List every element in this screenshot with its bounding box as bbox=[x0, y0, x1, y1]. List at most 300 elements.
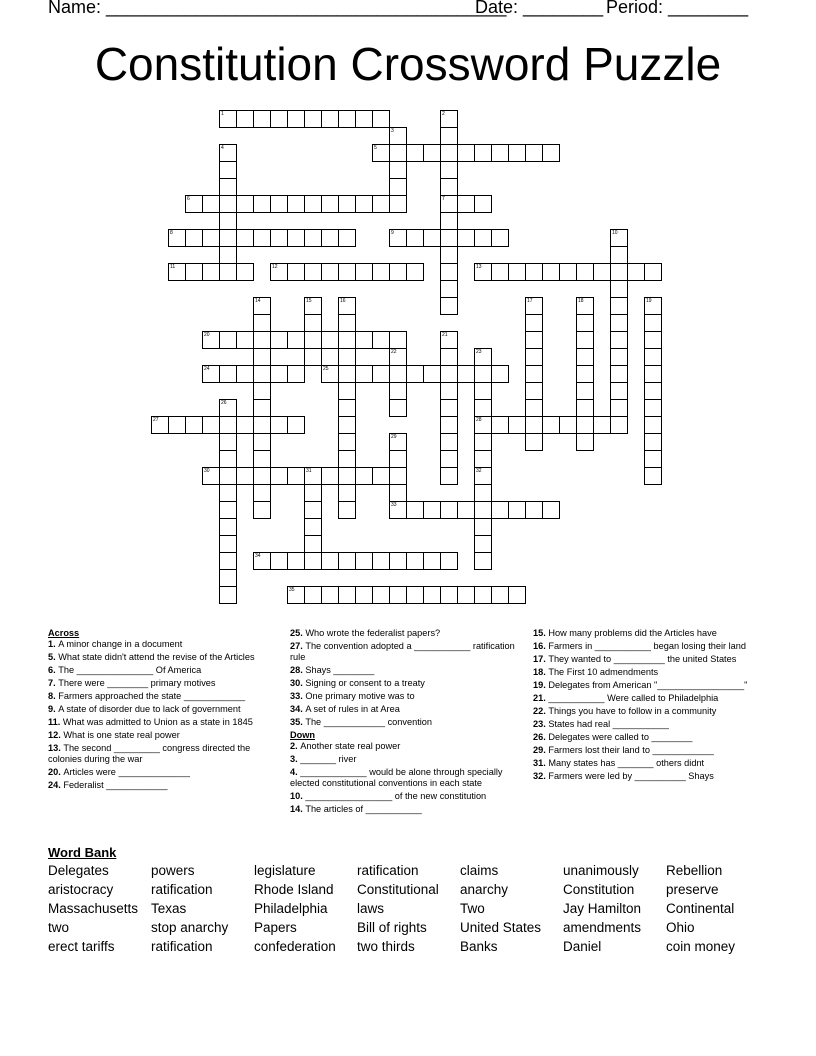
crossword-cell[interactable] bbox=[202, 365, 220, 383]
crossword-cell[interactable] bbox=[576, 348, 594, 366]
crossword-cell[interactable] bbox=[593, 416, 611, 434]
crossword-cell[interactable] bbox=[389, 348, 407, 366]
crossword-cell[interactable] bbox=[610, 416, 628, 434]
crossword-cell[interactable] bbox=[202, 229, 220, 247]
crossword-cell[interactable] bbox=[474, 535, 492, 553]
crossword-cell[interactable] bbox=[185, 195, 203, 213]
crossword-cell[interactable] bbox=[236, 110, 254, 128]
crossword-cell[interactable] bbox=[610, 331, 628, 349]
crossword-cell[interactable] bbox=[644, 450, 662, 468]
crossword-cell[interactable] bbox=[474, 229, 492, 247]
crossword-cell[interactable] bbox=[440, 450, 458, 468]
crossword-cell[interactable] bbox=[440, 382, 458, 400]
crossword-cell[interactable] bbox=[202, 195, 220, 213]
crossword-cell[interactable] bbox=[219, 331, 237, 349]
crossword-cell[interactable] bbox=[542, 416, 560, 434]
crossword-cell[interactable] bbox=[253, 484, 271, 502]
crossword-cell[interactable] bbox=[253, 195, 271, 213]
crossword-cell[interactable] bbox=[287, 110, 305, 128]
crossword-cell[interactable] bbox=[491, 501, 509, 519]
crossword-cell[interactable] bbox=[576, 263, 594, 281]
crossword-cell[interactable] bbox=[389, 399, 407, 417]
crossword-cell[interactable] bbox=[304, 195, 322, 213]
crossword-cell[interactable] bbox=[253, 382, 271, 400]
crossword-cell[interactable] bbox=[270, 195, 288, 213]
crossword-cell[interactable] bbox=[185, 263, 203, 281]
crossword-cell[interactable] bbox=[338, 416, 356, 434]
clue-item-number: 1. bbox=[48, 639, 59, 649]
crossword-cell[interactable] bbox=[525, 382, 543, 400]
crossword-cell[interactable] bbox=[440, 195, 458, 213]
crossword-cell[interactable] bbox=[525, 365, 543, 383]
crossword-cell[interactable] bbox=[219, 518, 237, 536]
crossword-cell[interactable] bbox=[219, 246, 237, 264]
crossword-cell[interactable] bbox=[457, 365, 475, 383]
crossword-cell[interactable] bbox=[321, 467, 339, 485]
crossword-cell[interactable] bbox=[423, 586, 441, 604]
crossword-cell[interactable] bbox=[355, 331, 373, 349]
crossword-cell[interactable] bbox=[525, 433, 543, 451]
crossword-cell[interactable] bbox=[372, 195, 390, 213]
crossword-cell[interactable] bbox=[644, 314, 662, 332]
crossword-cell[interactable] bbox=[304, 331, 322, 349]
crossword-cell[interactable] bbox=[321, 552, 339, 570]
crossword-cell[interactable] bbox=[338, 314, 356, 332]
crossword-cell[interactable] bbox=[287, 365, 305, 383]
crossword-cell[interactable] bbox=[440, 433, 458, 451]
crossword-cell[interactable] bbox=[610, 348, 628, 366]
crossword-cell[interactable] bbox=[219, 416, 237, 434]
crossword-cell[interactable] bbox=[338, 382, 356, 400]
crossword-cell[interactable] bbox=[219, 263, 237, 281]
crossword-cell[interactable] bbox=[423, 365, 441, 383]
crossword-cell[interactable] bbox=[304, 586, 322, 604]
crossword-cell[interactable] bbox=[219, 178, 237, 196]
crossword-cell[interactable] bbox=[304, 535, 322, 553]
crossword-cell[interactable] bbox=[508, 263, 526, 281]
crossword-cell[interactable] bbox=[219, 144, 237, 162]
crossword-cell[interactable] bbox=[389, 433, 407, 451]
crossword-cell[interactable] bbox=[610, 382, 628, 400]
crossword-cell[interactable] bbox=[304, 297, 322, 315]
crossword-cell[interactable] bbox=[406, 586, 424, 604]
crossword-cell[interactable] bbox=[542, 263, 560, 281]
crossword-cell[interactable] bbox=[219, 229, 237, 247]
crossword-cell[interactable] bbox=[389, 382, 407, 400]
crossword-cell[interactable] bbox=[474, 382, 492, 400]
crossword-cell[interactable] bbox=[576, 416, 594, 434]
crossword-cell[interactable] bbox=[576, 399, 594, 417]
crossword-cell[interactable] bbox=[338, 297, 356, 315]
crossword-cell[interactable] bbox=[151, 416, 169, 434]
crossword-cell[interactable] bbox=[576, 433, 594, 451]
crossword-cell[interactable] bbox=[457, 229, 475, 247]
crossword-cell[interactable] bbox=[559, 263, 577, 281]
crossword-cell[interactable] bbox=[372, 263, 390, 281]
crossword-cell[interactable] bbox=[457, 144, 475, 162]
crossword-cell[interactable] bbox=[491, 586, 509, 604]
crossword-cell[interactable] bbox=[440, 229, 458, 247]
crossword-cell[interactable] bbox=[338, 110, 356, 128]
crossword-cell[interactable] bbox=[372, 552, 390, 570]
crossword-cell[interactable] bbox=[491, 144, 509, 162]
crossword-cell[interactable] bbox=[253, 467, 271, 485]
crossword-cell[interactable] bbox=[474, 484, 492, 502]
crossword-cell[interactable] bbox=[202, 467, 220, 485]
crossword-cell[interactable] bbox=[270, 229, 288, 247]
crossword-cell[interactable] bbox=[440, 110, 458, 128]
crossword-cell[interactable] bbox=[270, 263, 288, 281]
crossword-cell[interactable] bbox=[644, 331, 662, 349]
crossword-cell[interactable] bbox=[389, 450, 407, 468]
crossword-cell[interactable] bbox=[474, 552, 492, 570]
crossword-cell[interactable] bbox=[406, 501, 424, 519]
crossword-cell[interactable] bbox=[219, 552, 237, 570]
crossword-cell[interactable] bbox=[423, 552, 441, 570]
clue-item-text: Signing or consent to a treaty bbox=[305, 678, 425, 688]
crossword-cell[interactable] bbox=[253, 348, 271, 366]
crossword-cell[interactable] bbox=[270, 416, 288, 434]
crossword-cell[interactable] bbox=[338, 467, 356, 485]
clue-number: 24 bbox=[204, 366, 210, 372]
crossword-cell[interactable] bbox=[236, 229, 254, 247]
crossword-cell[interactable] bbox=[253, 365, 271, 383]
crossword-cell[interactable] bbox=[610, 365, 628, 383]
crossword-cell[interactable] bbox=[287, 229, 305, 247]
crossword-cell[interactable] bbox=[287, 416, 305, 434]
crossword-cell[interactable] bbox=[389, 161, 407, 179]
crossword-cell[interactable] bbox=[321, 110, 339, 128]
crossword-cell[interactable] bbox=[440, 501, 458, 519]
crossword-cell[interactable] bbox=[253, 229, 271, 247]
crossword-cell[interactable] bbox=[508, 586, 526, 604]
crossword-cell[interactable] bbox=[355, 110, 373, 128]
crossword-cell[interactable] bbox=[321, 365, 339, 383]
crossword-cell[interactable] bbox=[253, 110, 271, 128]
crossword-cell[interactable] bbox=[644, 467, 662, 485]
crossword-cell[interactable] bbox=[321, 195, 339, 213]
crossword-cell[interactable] bbox=[389, 263, 407, 281]
crossword-cell[interactable] bbox=[355, 586, 373, 604]
crossword-cell[interactable] bbox=[406, 552, 424, 570]
crossword-cell[interactable] bbox=[559, 416, 577, 434]
crossword-cell[interactable] bbox=[219, 161, 237, 179]
crossword-cell[interactable] bbox=[389, 501, 407, 519]
crossword-cell[interactable] bbox=[304, 348, 322, 366]
crossword-cell[interactable] bbox=[304, 229, 322, 247]
crossword-cell[interactable] bbox=[525, 348, 543, 366]
crossword-cell[interactable] bbox=[627, 263, 645, 281]
crossword-cell[interactable] bbox=[440, 416, 458, 434]
crossword-cell[interactable] bbox=[287, 586, 305, 604]
clue-item-number: 20. bbox=[48, 767, 64, 777]
crossword-cell[interactable] bbox=[304, 552, 322, 570]
crossword-cell[interactable] bbox=[389, 178, 407, 196]
crossword-cell[interactable] bbox=[338, 195, 356, 213]
crossword-cell[interactable] bbox=[440, 586, 458, 604]
crossword-cell[interactable] bbox=[253, 552, 271, 570]
crossword-cell[interactable] bbox=[389, 586, 407, 604]
crossword-cell[interactable] bbox=[202, 263, 220, 281]
crossword-cell[interactable] bbox=[185, 229, 203, 247]
crossword-cell[interactable] bbox=[525, 144, 543, 162]
crossword-cell[interactable] bbox=[474, 467, 492, 485]
crossword-cell[interactable] bbox=[440, 246, 458, 264]
crossword-cell[interactable] bbox=[644, 382, 662, 400]
crossword-cell[interactable] bbox=[372, 586, 390, 604]
period-field[interactable]: Period: ________ bbox=[606, 0, 749, 17]
crossword-cell[interactable] bbox=[423, 229, 441, 247]
clue-item-number: 27. bbox=[290, 641, 306, 651]
crossword-cell[interactable] bbox=[474, 365, 492, 383]
crossword-cell[interactable] bbox=[270, 110, 288, 128]
crossword-cell[interactable] bbox=[338, 586, 356, 604]
crossword-cell[interactable] bbox=[338, 331, 356, 349]
crossword-cell[interactable] bbox=[525, 314, 543, 332]
crossword-cell[interactable] bbox=[440, 297, 458, 315]
crossword-cell[interactable] bbox=[338, 450, 356, 468]
crossword-cell[interactable] bbox=[338, 263, 356, 281]
crossword-cell[interactable] bbox=[576, 314, 594, 332]
crossword-cell[interactable] bbox=[236, 195, 254, 213]
crossword-cell[interactable] bbox=[338, 348, 356, 366]
crossword-cell[interactable] bbox=[287, 552, 305, 570]
crossword-cell[interactable] bbox=[389, 331, 407, 349]
crossword-cell[interactable] bbox=[491, 416, 509, 434]
clue-item bbox=[533, 641, 773, 652]
crossword-cell[interactable] bbox=[440, 178, 458, 196]
crossword-cell[interactable] bbox=[219, 586, 237, 604]
crossword-cell[interactable] bbox=[610, 263, 628, 281]
crossword-cell[interactable] bbox=[440, 365, 458, 383]
crossword-cell[interactable] bbox=[270, 467, 288, 485]
crossword-cell[interactable] bbox=[253, 450, 271, 468]
crossword-cell[interactable] bbox=[406, 144, 424, 162]
crossword-cell[interactable] bbox=[440, 263, 458, 281]
crossword-cell[interactable] bbox=[491, 365, 509, 383]
crossword-cell[interactable] bbox=[304, 314, 322, 332]
crossword-cell[interactable] bbox=[644, 433, 662, 451]
crossword-cell[interactable] bbox=[304, 518, 322, 536]
crossword-cell[interactable] bbox=[491, 263, 509, 281]
crossword-cell[interactable] bbox=[372, 110, 390, 128]
crossword-cell[interactable] bbox=[610, 297, 628, 315]
crossword-cell[interactable] bbox=[219, 433, 237, 451]
name-field[interactable]: Name: ________________________________________ bbox=[48, 0, 507, 17]
crossword-cell[interactable] bbox=[542, 144, 560, 162]
crossword-cell[interactable] bbox=[406, 365, 424, 383]
crossword-cell[interactable] bbox=[202, 331, 220, 349]
crossword-cell[interactable] bbox=[219, 399, 237, 417]
crossword-cell[interactable] bbox=[610, 280, 628, 298]
crossword-cell[interactable] bbox=[406, 263, 424, 281]
crossword-cell[interactable] bbox=[406, 229, 424, 247]
crossword-cell[interactable] bbox=[168, 263, 186, 281]
crossword-cell[interactable] bbox=[355, 263, 373, 281]
crossword-cell[interactable] bbox=[644, 399, 662, 417]
crossword-cell[interactable] bbox=[321, 331, 339, 349]
crossword-cell[interactable] bbox=[508, 144, 526, 162]
crossword-cell[interactable] bbox=[440, 331, 458, 349]
crossword-cell[interactable] bbox=[270, 552, 288, 570]
crossword-cell[interactable] bbox=[219, 569, 237, 587]
crossword-cell[interactable] bbox=[219, 195, 237, 213]
crossword-cell[interactable] bbox=[576, 297, 594, 315]
crossword-cell[interactable] bbox=[389, 144, 407, 162]
crossword-cell[interactable] bbox=[304, 501, 322, 519]
crossword-cell[interactable] bbox=[440, 144, 458, 162]
crossword-cell[interactable] bbox=[219, 484, 237, 502]
crossword-cell[interactable] bbox=[287, 195, 305, 213]
crossword-cell[interactable] bbox=[219, 501, 237, 519]
crossword-cell[interactable] bbox=[440, 127, 458, 145]
crossword-cell[interactable] bbox=[389, 365, 407, 383]
crossword-cell[interactable] bbox=[304, 263, 322, 281]
crossword-cell[interactable] bbox=[253, 416, 271, 434]
crossword-cell[interactable] bbox=[440, 552, 458, 570]
crossword-cell[interactable] bbox=[253, 399, 271, 417]
crossword-cell[interactable] bbox=[372, 467, 390, 485]
crossword-cell[interactable] bbox=[253, 433, 271, 451]
crossword-cell[interactable] bbox=[474, 263, 492, 281]
crossword-cell[interactable] bbox=[457, 586, 475, 604]
crossword-cell[interactable] bbox=[644, 416, 662, 434]
crossword-cell[interactable] bbox=[508, 416, 526, 434]
crossword-cell[interactable] bbox=[219, 212, 237, 230]
crossword-cell[interactable] bbox=[202, 416, 220, 434]
crossword-cell[interactable] bbox=[474, 433, 492, 451]
crossword-cell[interactable] bbox=[270, 365, 288, 383]
crossword-cell[interactable] bbox=[338, 399, 356, 417]
crossword-cell[interactable] bbox=[219, 110, 237, 128]
clue-item-number: 30. bbox=[290, 678, 306, 688]
crossword-cell[interactable] bbox=[287, 263, 305, 281]
crossword-cell[interactable] bbox=[253, 297, 271, 315]
crossword-cell[interactable] bbox=[610, 399, 628, 417]
crossword-cell[interactable] bbox=[219, 467, 237, 485]
crossword-cell[interactable] bbox=[610, 314, 628, 332]
crossword-cell[interactable] bbox=[542, 501, 560, 519]
crossword-cell[interactable] bbox=[355, 195, 373, 213]
crossword-cell[interactable] bbox=[474, 416, 492, 434]
crossword-cell[interactable] bbox=[185, 416, 203, 434]
crossword-cell[interactable] bbox=[440, 212, 458, 230]
crossword-cell[interactable] bbox=[287, 467, 305, 485]
crossword-cell[interactable] bbox=[525, 501, 543, 519]
crossword-cell[interactable] bbox=[525, 263, 543, 281]
crossword-cell[interactable] bbox=[389, 552, 407, 570]
crossword-cell[interactable] bbox=[644, 263, 662, 281]
crossword-cell[interactable] bbox=[389, 467, 407, 485]
crossword-cell[interactable] bbox=[474, 144, 492, 162]
crossword-cell[interactable] bbox=[644, 348, 662, 366]
crossword-cell[interactable] bbox=[474, 586, 492, 604]
crossword-cell[interactable] bbox=[457, 501, 475, 519]
crossword-cell[interactable] bbox=[338, 501, 356, 519]
crossword-cell[interactable] bbox=[389, 127, 407, 145]
crossword-cell[interactable] bbox=[168, 229, 186, 247]
crossword-cell[interactable] bbox=[610, 229, 628, 247]
crossword-cell[interactable] bbox=[610, 246, 628, 264]
crossword-cell[interactable] bbox=[644, 365, 662, 383]
crossword-cell[interactable] bbox=[304, 467, 322, 485]
crossword-cell[interactable] bbox=[253, 314, 271, 332]
crossword-cell[interactable] bbox=[355, 467, 373, 485]
crossword-cell[interactable] bbox=[593, 263, 611, 281]
crossword-cell[interactable] bbox=[440, 161, 458, 179]
crossword-cell[interactable] bbox=[389, 229, 407, 247]
crossword-cell[interactable] bbox=[219, 535, 237, 553]
crossword-cell[interactable] bbox=[236, 365, 254, 383]
crossword-cell[interactable] bbox=[355, 552, 373, 570]
crossword-cell[interactable] bbox=[219, 450, 237, 468]
crossword-cell[interactable] bbox=[576, 331, 594, 349]
crossword-cell[interactable] bbox=[525, 331, 543, 349]
crossword-cell[interactable] bbox=[338, 433, 356, 451]
crossword-cell[interactable] bbox=[338, 552, 356, 570]
crossword-cell[interactable] bbox=[338, 484, 356, 502]
crossword-cell[interactable] bbox=[253, 331, 271, 349]
crossword-cell[interactable] bbox=[321, 229, 339, 247]
crossword-cell[interactable] bbox=[236, 416, 254, 434]
clue-item bbox=[48, 665, 276, 676]
crossword-cell[interactable] bbox=[372, 144, 390, 162]
crossword-cell[interactable] bbox=[474, 195, 492, 213]
crossword-cell[interactable] bbox=[270, 331, 288, 349]
crossword-cell[interactable] bbox=[287, 331, 305, 349]
crossword-cell[interactable] bbox=[168, 416, 186, 434]
crossword-cell[interactable] bbox=[338, 229, 356, 247]
crossword-cell[interactable] bbox=[372, 365, 390, 383]
crossword-cell[interactable] bbox=[304, 110, 322, 128]
crossword-cell[interactable] bbox=[474, 399, 492, 417]
crossword-cell[interactable] bbox=[525, 416, 543, 434]
crossword-cell[interactable] bbox=[644, 297, 662, 315]
crossword-cell[interactable] bbox=[372, 331, 390, 349]
crossword-cell[interactable] bbox=[304, 484, 322, 502]
crossword-cell[interactable] bbox=[236, 263, 254, 281]
crossword-cell[interactable] bbox=[389, 195, 407, 213]
crossword-cell[interactable] bbox=[457, 195, 475, 213]
crossword-cell[interactable] bbox=[423, 144, 441, 162]
crossword-cell[interactable] bbox=[576, 382, 594, 400]
crossword-cell[interactable] bbox=[491, 229, 509, 247]
crossword-cell[interactable] bbox=[474, 348, 492, 366]
crossword-cell[interactable] bbox=[219, 365, 237, 383]
crossword-cell[interactable] bbox=[338, 365, 356, 383]
crossword-cell[interactable] bbox=[525, 297, 543, 315]
date-field[interactable]: Date: ________ bbox=[475, 0, 604, 17]
crossword-cell[interactable] bbox=[474, 518, 492, 536]
crossword-cell[interactable] bbox=[321, 263, 339, 281]
crossword-cell[interactable] bbox=[474, 450, 492, 468]
crossword-cell[interactable] bbox=[321, 586, 339, 604]
crossword-cell[interactable] bbox=[355, 365, 373, 383]
crossword-cell[interactable] bbox=[508, 501, 526, 519]
crossword-cell[interactable] bbox=[236, 331, 254, 349]
crossword-cell[interactable] bbox=[440, 467, 458, 485]
crossword-cell[interactable] bbox=[389, 484, 407, 502]
crossword-cell[interactable] bbox=[525, 399, 543, 417]
crossword-cell[interactable] bbox=[440, 399, 458, 417]
crossword-cell[interactable] bbox=[440, 348, 458, 366]
crossword-cell[interactable] bbox=[440, 280, 458, 298]
crossword-cell[interactable] bbox=[474, 501, 492, 519]
crossword-cell[interactable] bbox=[423, 501, 441, 519]
crossword-cell[interactable] bbox=[576, 365, 594, 383]
crossword-cell[interactable] bbox=[236, 467, 254, 485]
crossword-cell[interactable] bbox=[253, 501, 271, 519]
